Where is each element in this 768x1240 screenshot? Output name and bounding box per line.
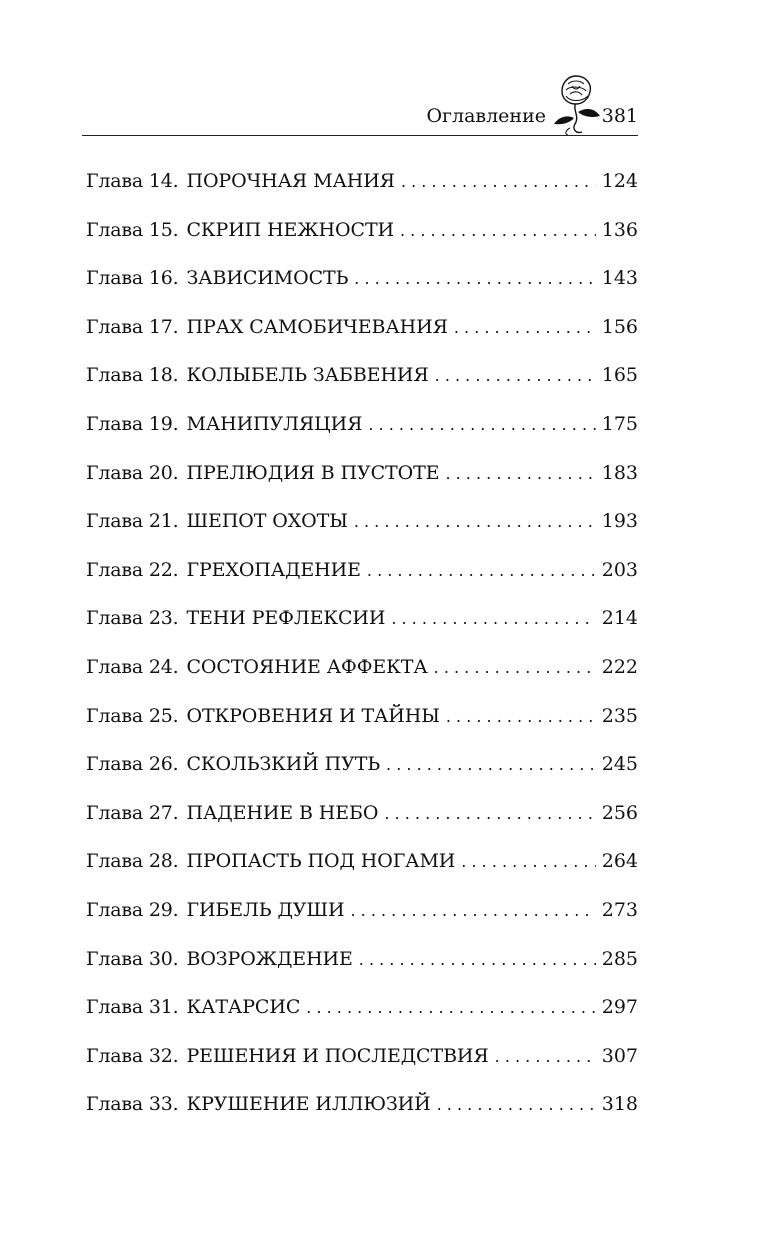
- toc-page-number: 264: [601, 850, 638, 873]
- toc-entry[interactable]: [86, 800, 638, 849]
- toc-chapter-number: Глава 23.: [86, 607, 179, 630]
- toc-entry[interactable]: [86, 654, 638, 703]
- header-divider: [82, 135, 638, 136]
- toc-entry[interactable]: [86, 508, 638, 557]
- toc-dot-leader: [446, 703, 596, 730]
- toc-chapter-number: Глава 30.: [86, 947, 179, 970]
- toc-chapter-title: ВОЗРОЖДЕНИЕ: [186, 947, 353, 970]
- toc-chapter-number: Глава 17.: [86, 315, 179, 338]
- toc-entry[interactable]: [86, 168, 638, 217]
- toc-entry[interactable]: [86, 1091, 638, 1140]
- toc-page-number: 214: [601, 607, 638, 630]
- toc-chapter-title: СКОЛЬЗКИЙ ПУТЬ: [186, 753, 381, 776]
- toc-dot-leader: [350, 897, 595, 924]
- toc-chapter-title: СКРИП НЕЖНОСТИ: [186, 218, 394, 241]
- toc-chapter-number: Глава 25.: [86, 704, 179, 727]
- toc-chapter-number: Глава 24.: [86, 655, 179, 678]
- toc-page-number: 175: [601, 412, 638, 435]
- toc-page-number: 245: [601, 753, 638, 776]
- toc-dot-leader: [434, 654, 596, 681]
- toc-chapter-title: КАТАРСИС: [186, 996, 301, 1019]
- toc-page-number: 143: [601, 267, 638, 290]
- toc-page-number: 318: [601, 1093, 638, 1116]
- toc-chapter-title: СОСТОЯНИЕ АФФЕКТА: [186, 655, 428, 678]
- toc-chapter-number: Глава 18.: [86, 364, 179, 387]
- toc-chapter-title: ПОРОЧНАЯ МАНИЯ: [186, 170, 395, 192]
- running-header-page-number: 381: [601, 105, 638, 127]
- toc-chapter-title: ГРЕХОПАДЕНИЕ: [186, 558, 361, 581]
- toc-chapter-number: Глава 26.: [86, 753, 179, 776]
- toc-page-number: 285: [601, 947, 638, 970]
- toc-dot-leader: [495, 1043, 596, 1070]
- toc-entry[interactable]: [86, 1043, 638, 1092]
- toc-page-number: 235: [601, 704, 638, 727]
- toc-chapter-number: Глава 32.: [86, 1044, 179, 1067]
- toc-entry[interactable]: [86, 217, 638, 266]
- toc-page-number: 256: [601, 801, 638, 824]
- toc-dot-leader: [386, 751, 596, 778]
- toc-chapter-title: ГИБЕЛЬ ДУШИ: [186, 898, 345, 921]
- toc-chapter-title: ОТКРОВЕНИЯ И ТАЙНЫ: [186, 704, 440, 727]
- toc-dot-leader: [400, 217, 596, 244]
- toc-dot-leader: [354, 508, 596, 535]
- toc-page-number: 193: [601, 510, 638, 533]
- toc-page-number: 165: [601, 364, 638, 387]
- toc-page-number: 222: [601, 655, 638, 678]
- toc-chapter-number: Глава 21.: [86, 510, 179, 533]
- toc-dot-leader: [454, 314, 596, 341]
- toc-dot-leader: [437, 1091, 596, 1118]
- toc-chapter-number: Глава 28.: [86, 850, 179, 873]
- toc-page-number: 273: [601, 898, 638, 921]
- toc-entry[interactable]: [86, 946, 638, 995]
- toc-chapter-title: ПАДЕНИЕ В НЕБО: [186, 801, 379, 824]
- toc-dot-leader: [391, 605, 595, 632]
- toc-chapter-number: Глава 19.: [86, 412, 179, 435]
- toc-page-number: 203: [601, 558, 638, 581]
- toc-page-number: 183: [601, 461, 638, 484]
- toc-entry[interactable]: [86, 265, 638, 314]
- toc-dot-leader: [435, 362, 596, 389]
- toc-dot-leader: [384, 800, 595, 827]
- toc-chapter-number: Глава 20.: [86, 461, 179, 484]
- toc-chapter-title: КРУШЕНИЕ ИЛЛЮЗИЙ: [186, 1093, 431, 1116]
- toc-chapter-number: Глава 15.: [86, 218, 179, 241]
- toc-chapter-title: РЕШЕНИЯ И ПОСЛЕДСТВИЯ: [186, 1044, 489, 1067]
- toc-chapter-number: Глава 27.: [86, 801, 179, 824]
- toc-chapter-title: ШЕПОТ ОХОТЫ: [186, 510, 348, 533]
- toc-dot-leader: [306, 994, 595, 1021]
- toc-chapter-number: Глава 16.: [86, 267, 179, 290]
- toc-entry[interactable]: [86, 557, 638, 606]
- toc-entry[interactable]: [86, 994, 638, 1043]
- toc-dot-leader: [368, 411, 595, 438]
- toc-entry[interactable]: [86, 362, 638, 411]
- toc-dot-leader: [401, 168, 596, 195]
- toc-entry[interactable]: [86, 314, 638, 363]
- toc-entry[interactable]: [86, 703, 638, 752]
- table-of-contents: [86, 168, 638, 1140]
- toc-dot-leader: [445, 460, 595, 487]
- toc-page-number: 124: [601, 170, 638, 192]
- toc-page-number: 297: [601, 996, 638, 1019]
- rose-ornament-icon: [548, 72, 604, 136]
- toc-entry[interactable]: [86, 751, 638, 800]
- toc-page-number: 156: [601, 315, 638, 338]
- toc-chapter-number: Глава 14.: [86, 170, 179, 192]
- toc-chapter-number: Глава 31.: [86, 996, 179, 1019]
- toc-dot-leader: [461, 848, 595, 875]
- running-header-title: Оглавление: [426, 105, 546, 127]
- toc-dot-leader: [367, 557, 596, 584]
- toc-entry[interactable]: [86, 848, 638, 897]
- toc-dot-leader: [359, 946, 596, 973]
- toc-chapter-number: Глава 33.: [86, 1093, 179, 1116]
- toc-chapter-title: ЗАВИСИМОСТЬ: [186, 267, 349, 290]
- toc-dot-leader: [354, 265, 595, 292]
- toc-chapter-title: ПРЕЛЮДИЯ В ПУСТОТЕ: [186, 461, 440, 484]
- toc-chapter-title: ПРОПАСТЬ ПОД НОГАМИ: [186, 850, 456, 873]
- toc-entry[interactable]: [86, 605, 638, 654]
- toc-chapter-number: Глава 29.: [86, 898, 179, 921]
- toc-chapter-number: Глава 22.: [86, 558, 179, 581]
- toc-chapter-title: МАНИПУЛЯЦИЯ: [186, 412, 363, 435]
- running-header: [82, 60, 638, 136]
- toc-chapter-title: ПРАХ САМОБИЧЕВАНИЯ: [186, 315, 448, 338]
- toc-entry[interactable]: [86, 897, 638, 946]
- toc-entry[interactable]: [86, 460, 638, 509]
- toc-page-number: 136: [601, 218, 638, 241]
- toc-chapter-title: ТЕНИ РЕФЛЕКСИИ: [186, 607, 386, 630]
- toc-chapter-title: КОЛЫБЕЛЬ ЗАБВЕНИЯ: [186, 364, 429, 387]
- toc-entry[interactable]: [86, 411, 638, 460]
- toc-page-number: 307: [601, 1044, 638, 1067]
